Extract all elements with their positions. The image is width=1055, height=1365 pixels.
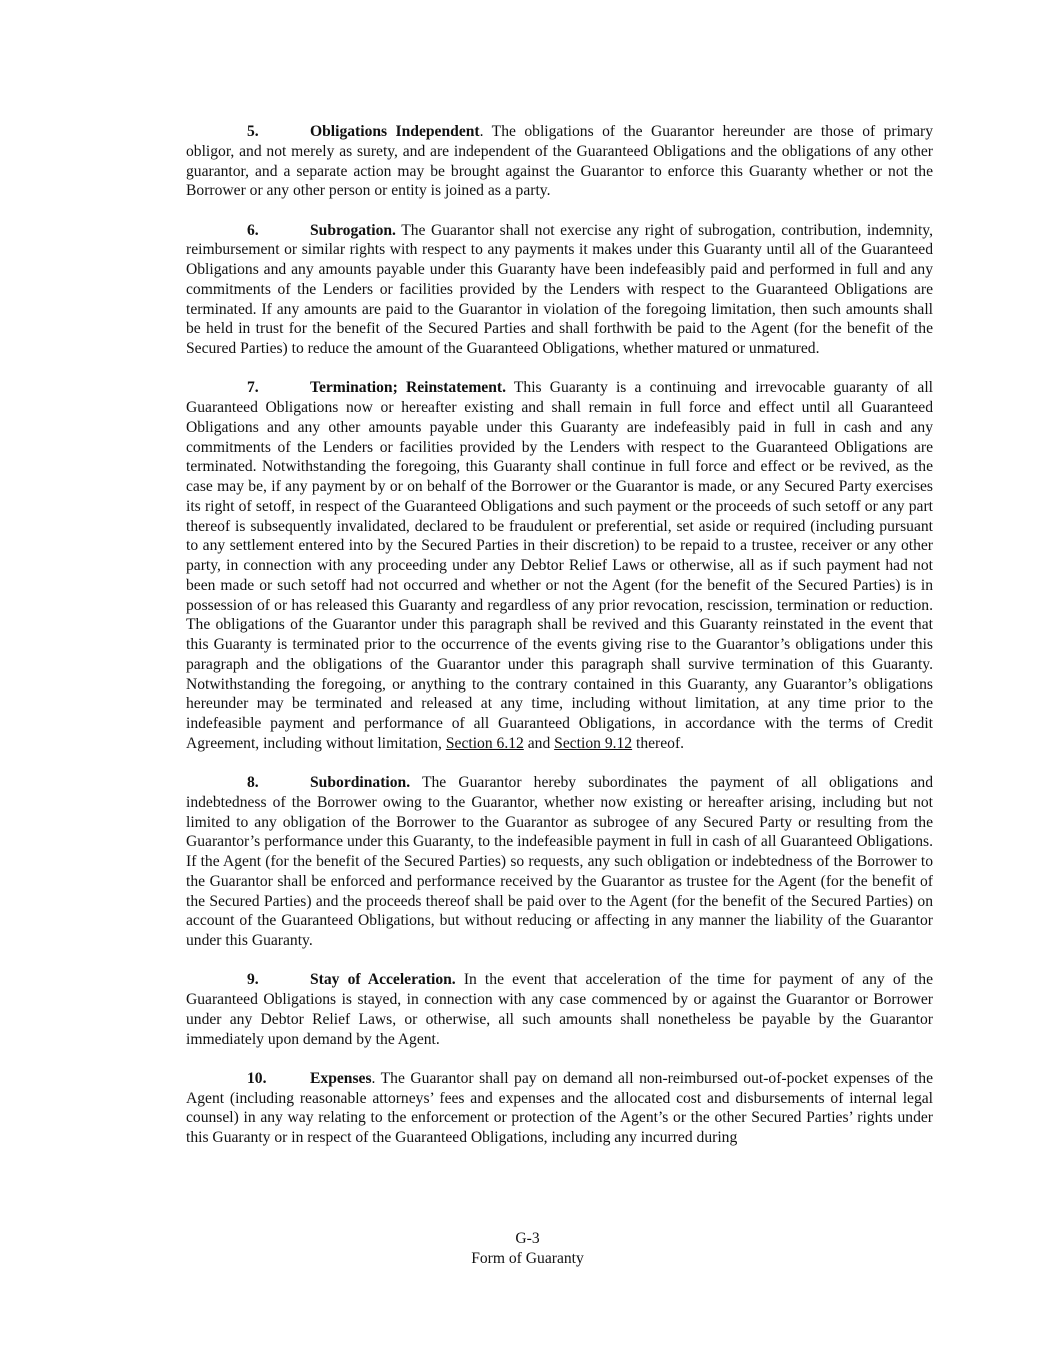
section-text: This Guaranty is a continuing and irrevocable guaranty of all Guaranteed Obligations now or hereafter existing and shall remain in full force and effect until all Guaranteed Obligations and any other amounts payable under this Guaranty are indefeasibly paid in full in cash and any commitments of the Lenders or facilities provided by the Lenders with respect to the Guaranteed Obligations are terminated. Notwithstanding the foregoing, this Guaranty shall continue in full force and effect or be revived, as the case may be, if any payment by or on behalf of the Borrower or the Guarantor is made, or any Secured Party exercises its right of setoff, in respect of the Guaranteed Obligations and such payment or the proceeds of such setoff or any part thereof is subsequently invalidated, declared to be fraudulent or preferential, set aside or required (including pursuant to any settlement entered into by the Secured Parties in their discretion) to be repaid to a trustee, receiver or any other party, in connection with any proceeding under any Debtor Relief Laws or otherwise, all as if such payment had not been made or such setoff had not occurred and whether or not the Agent (for the benefit of the Secured Parties) is in possession of or has released this Guaranty and regardless of any prior revocation, rescission, termination or reduction. The obligations of the Guarantor under this paragraph shall be revived and this Guaranty reinstated in the event that this Guaranty is terminated prior to the occurrence of the events giving rise to the Guarantor’s obligations under this paragraph and the obligations of the Guarantor under this paragraph shall survive termination of this Guaranty. Notwithstanding the foregoing, or anything to the contrary contained in this Guaranty, any Guarantor’s obligations hereunder may be terminated and released at any time, including without limitation, at any time prior to the indefeasible payment and performance of all Guaranteed Obligations, in accordance with the terms of Credit Agreement, including without limitation, (186, 379, 933, 752)
heading-punctuation: . (479, 123, 484, 140)
page-number: G-3 (515, 1230, 540, 1247)
section-number: 5. (247, 123, 259, 140)
section-text: The Guarantor shall not exercise any right of subrogation, contribution, indemnity, reimbursement or similar rights with respect to any payments it makes under this Guaranty until all of the Guaranteed Obligations and any amounts payable under this Guaranty have been indefeasibly paid and performed in full and any commitments of the Lenders or facilities provided by the Lenders with respect to the Guaranteed Obligations are terminated. If any amounts are paid to the Guarantor in violation of the foregoing limitation, then such amounts shall be held in trust for the benefit of the Secured Parties and shall forthwith be paid to the Agent (for the benefit of the Secured Parties) to reduce the amount of the Guaranteed Obligations, whether matured or unmatured. (186, 221, 933, 357)
section-text: The obligations of the Guarantor hereunder are those of primary obligor, and not merely as surety, and are independent of the Guaranteed Obligations and the obligations of any other guarantor, and a separate action may be brought against the Guarantor to enforce this Guaranty whether or not the Borrower or any other person or entity is joined as a party. (186, 123, 933, 200)
section-number: 10. (247, 1069, 267, 1087)
section-number: 7. (247, 379, 259, 397)
section-heading: Subordination. (310, 774, 411, 791)
section-6 (186, 221, 933, 359)
section-reference-6-12: Section 6.12 (445, 734, 524, 752)
section-number: 9. (247, 971, 259, 989)
section-heading: Expenses (310, 1069, 372, 1087)
section-5 (186, 122, 933, 201)
section-heading: Termination; Reinstatement. (310, 379, 506, 397)
section-8 (186, 773, 933, 951)
section-10 (186, 1069, 933, 1148)
section-text-connector: and (523, 734, 555, 752)
document-body (186, 122, 933, 1167)
section-reference-9-12: Section 9.12 (554, 734, 633, 752)
section-7 (186, 378, 933, 753)
section-9 (186, 970, 933, 1049)
section-heading: Obligations Independent (310, 123, 480, 140)
section-text: The Guarantor shall pay on demand all non-reimbursed out-of-pocket expenses of the Agent (including reasonable attorneys’ fees and expenses and the allocated cost and disbursements of internal legal counsel) in any way relating to the enforcement or protection of the Agent’s or the other Secured Parties’ rights under this Guaranty or in respect of the Guaranteed Obligations, including any incurred during (186, 1069, 933, 1146)
heading-punctuation: . (371, 1069, 376, 1087)
footer-title: Form of Guaranty (471, 1250, 584, 1267)
section-number: 8. (247, 774, 259, 791)
section-number: 6. (247, 221, 259, 239)
section-text: The Guarantor hereby subordinates the payment of all obligations and indebtedness of the Borrower owing to the Guarantor, whether now existing or hereafter arising, including but not limited to any obligation of the Borrower to the Guarantor as subrogee of any Secured Party or resulting from the Guarantor’s performance under this Guaranty, to the indefeasible payment in full in cash of all Guaranteed Obligations. If the Agent (for the benefit of the Secured Parties) so requests, any such obligation or indebtedness of the Borrower to the Guarantor shall be enforced and performance received by the Guarantor as trustee for the Agent (for the benefit of the Secured Parties) and the proceeds thereof shall be paid over to the Agent (for the benefit of the Secured Parties) on account of the Guaranteed Obligations, but without reducing or affecting in any manner the liability of the Guarantor under this Guaranty. (186, 774, 933, 949)
section-heading: Subrogation. (310, 221, 396, 239)
section-text: In the event that acceleration of the time for payment of any of the Guaranteed Obligations is stayed, in connection with any case commenced by or against the Guarantor or Borrower under any Debtor Relief Laws, or otherwise, all such amounts shall nonetheless be payable by the Guarantor immediately upon demand by the Agent. (186, 971, 933, 1048)
section-heading: Stay of Acceleration. (310, 971, 456, 989)
section-text-tail: thereof. (632, 734, 685, 752)
